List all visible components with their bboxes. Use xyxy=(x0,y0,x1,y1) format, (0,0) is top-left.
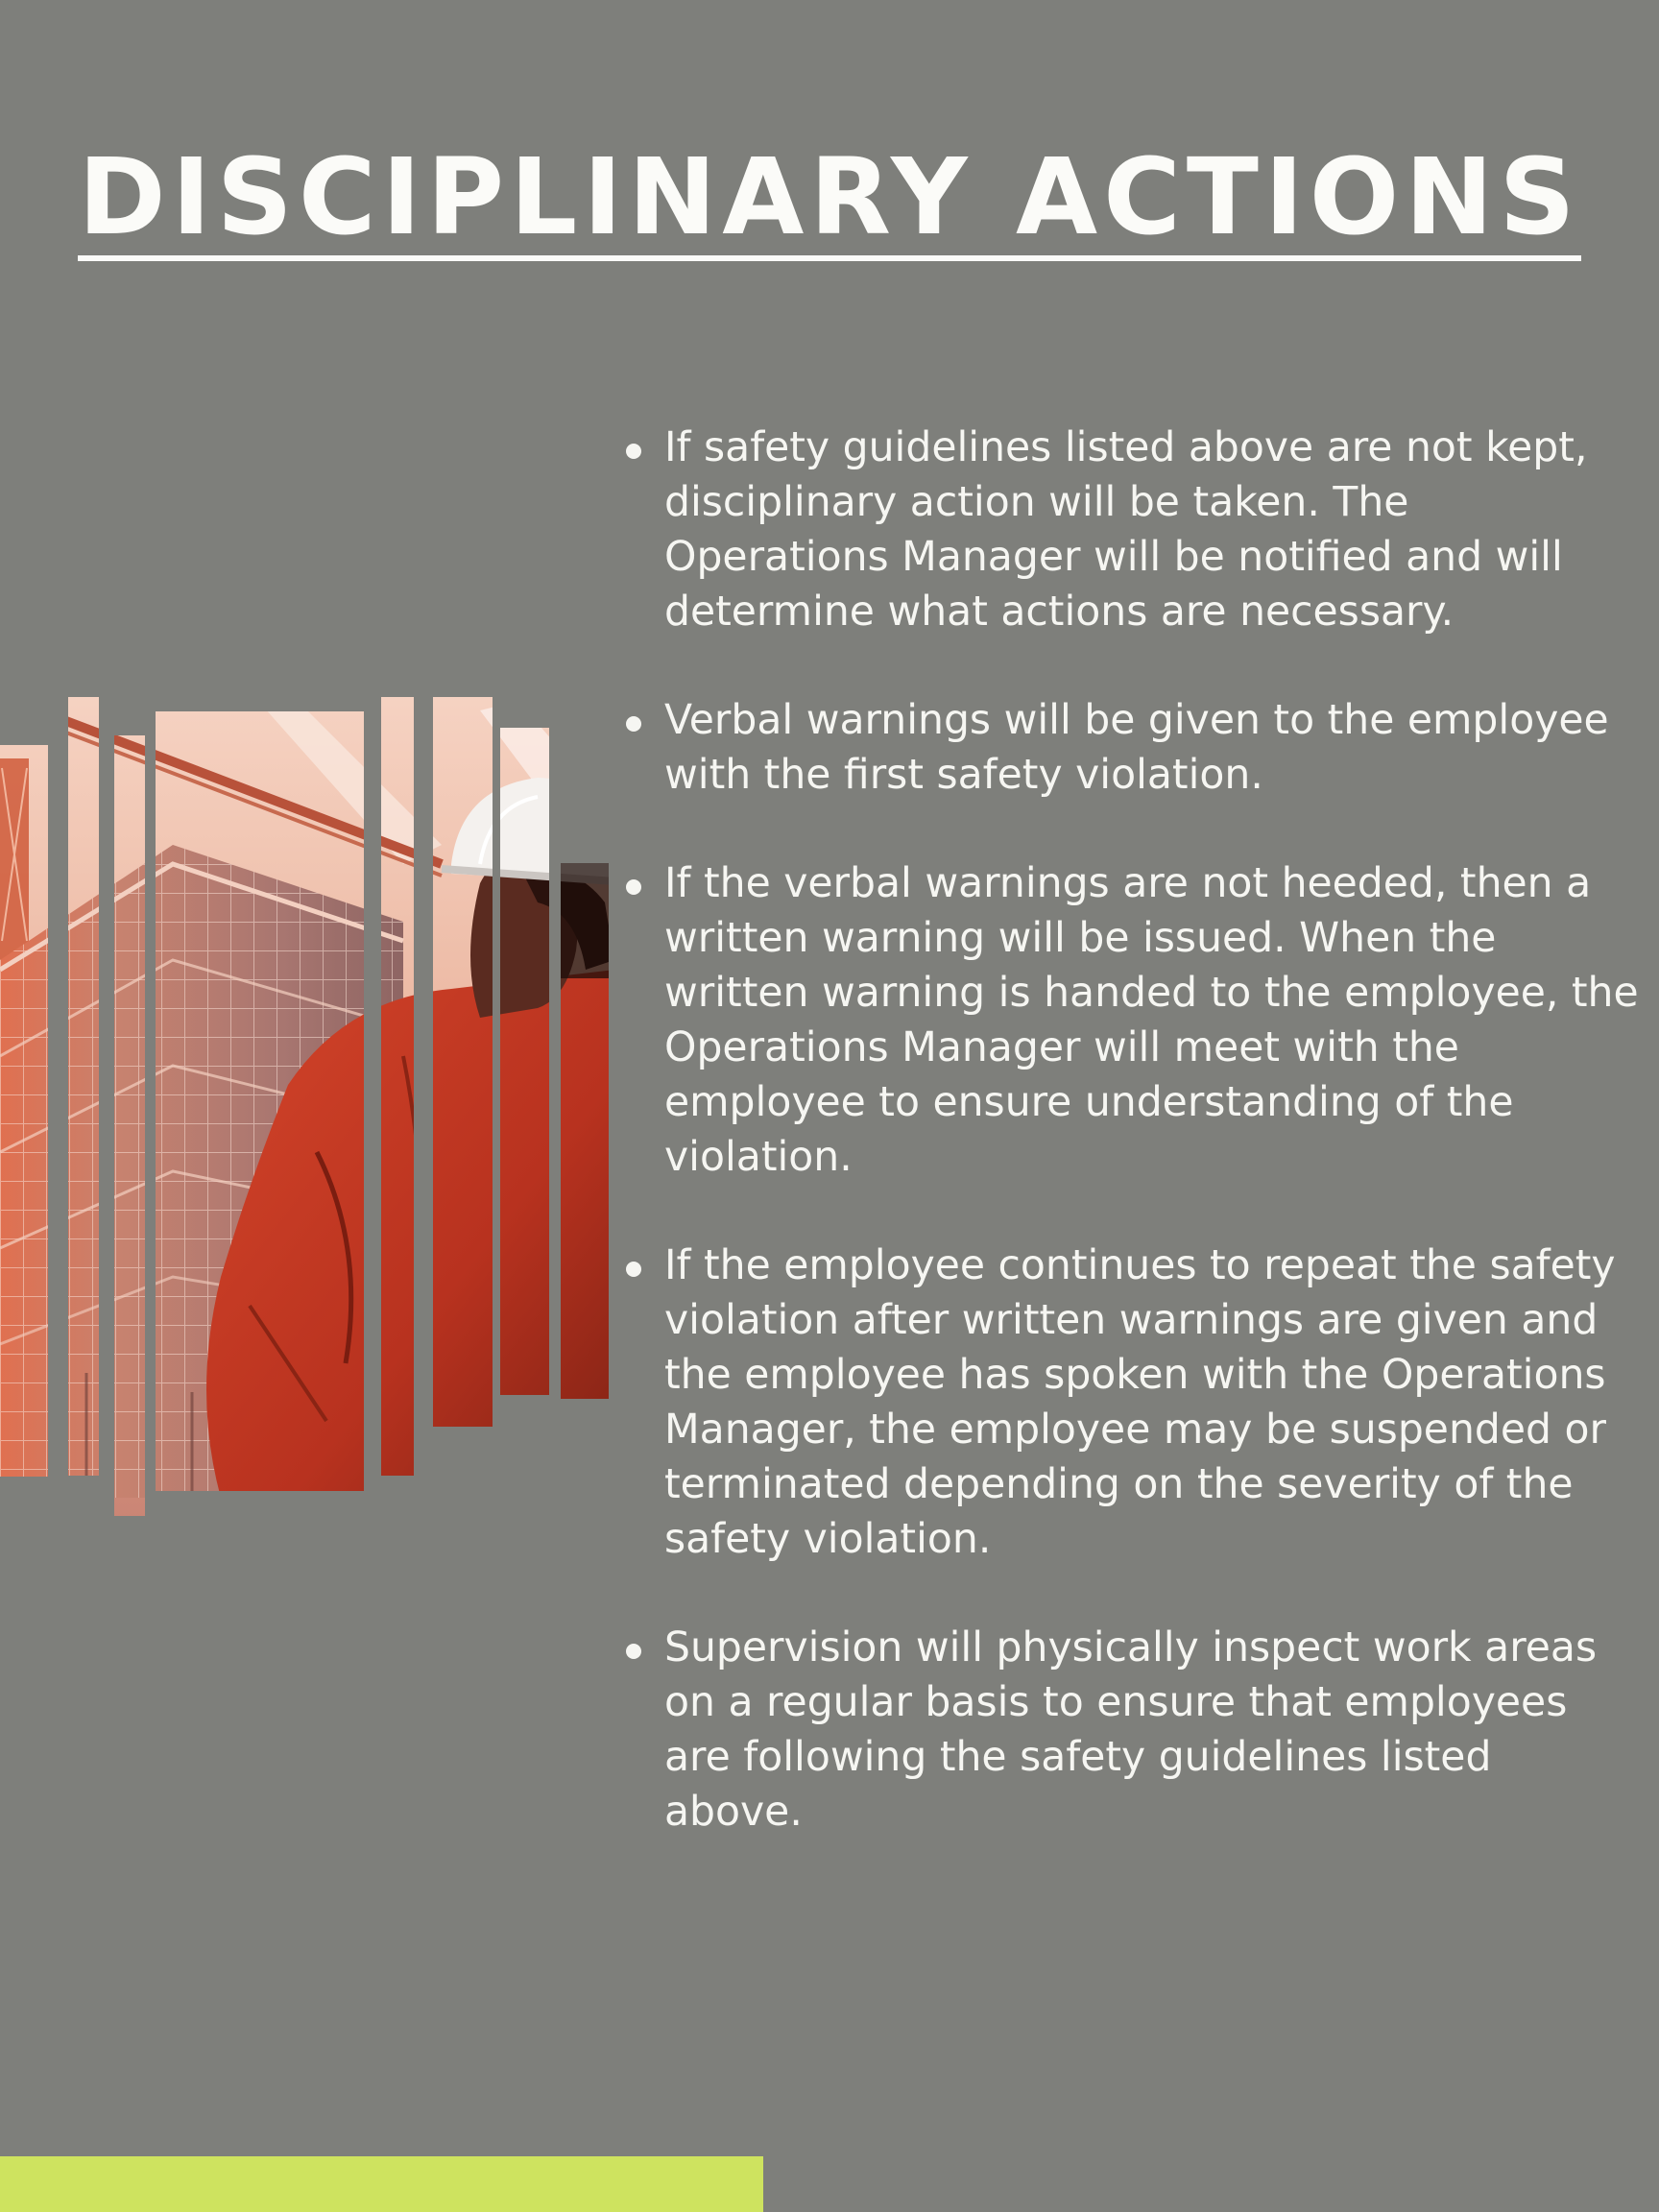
list-item: Supervision will physically inspect work areas on a regular basis to ensure that employees are following the safety guidelines listed above. xyxy=(622,1621,1640,1839)
bullet-icon xyxy=(626,879,641,895)
bullet-icon xyxy=(626,1644,641,1659)
bullet-icon xyxy=(626,1262,641,1277)
list-item: If safety guidelines listed above are not kept, disciplinary action will be taken. The Operations Manager will be notified and will determine what actions are necessary. xyxy=(622,421,1640,639)
construction-worker-collage-image xyxy=(0,0,614,1536)
accent-bar xyxy=(0,2156,763,2212)
page-title: DISCIPLINARY ACTIONS xyxy=(0,144,1659,261)
disciplinary-actions-list xyxy=(622,421,1640,1893)
bullet-icon xyxy=(626,444,641,459)
bullet-icon xyxy=(626,716,641,732)
list-item: If the employee continues to repeat the safety violation after written warnings are given and the employee has spoken with the Operations Manager, the employee may be suspended or terminated depending on the severity of the safety violation. xyxy=(622,1238,1640,1567)
list-item: If the verbal warnings are not heeded, then a written warning will be issued. When the written warning is handed to the employee, the Operations Manager will meet with the employee to ensure understanding of the violation. xyxy=(622,856,1640,1185)
list-item: Verbal warnings will be given to the employee with the first safety violation. xyxy=(622,693,1640,803)
